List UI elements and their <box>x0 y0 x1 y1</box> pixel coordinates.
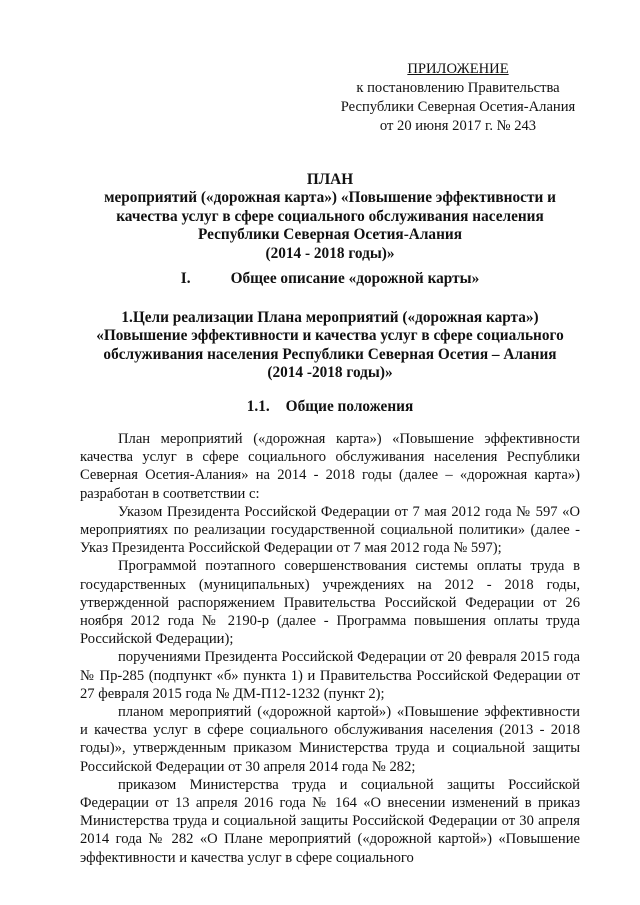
appendix-title: ПРИЛОЖЕНИЕ <box>407 61 509 77</box>
subsection-heading <box>80 398 580 416</box>
goals-line: «Повышение эффективности и качества услуг в сфере социального <box>96 327 564 345</box>
plan-subtitle-line: качества услуг в сфере социального обслуживания населения <box>116 207 544 225</box>
section-number: I. <box>180 270 191 287</box>
plan-title: ПЛАН <box>306 171 354 188</box>
goals-years: (2014 -2018 годы)» <box>267 364 393 382</box>
paragraph: Программой поэтапного совершенствования системы оплаты труда в государственных (муниципальных) учреждениях на 2012 - 2018 годы, утвержденной распоряжением Правительства Российской Федерации от 26 ноября 2012 года № 2190-р (далее - Программа повышения оплаты труда Российской Федерации); <box>80 558 580 648</box>
plan-subtitle-line: мероприятий («дорожная карта») «Повышение эффективности и <box>104 189 556 207</box>
goals-line: обслуживания населения Республики Северная Осетия – Алания <box>103 345 557 363</box>
goals-heading <box>80 309 580 383</box>
subsection-number: 1.1. <box>246 398 270 415</box>
body-text <box>80 430 580 867</box>
section-title: Общее описание «дорожной карты» <box>230 270 480 287</box>
paragraph: План мероприятий («дорожная карта») «Повышение эффективности качества услуг в сфере социального обслуживания населения Республики Северная Осетия-Алания» на 2014 - 2018 годы (далее – «дорожная карта») разработан в соответствии с: <box>80 431 580 502</box>
appendix-date-line: от 20 июня 2017 г. № 243 <box>379 118 537 134</box>
paragraph: поручениями Президента Российской Федерации от 20 февраля 2015 года № Пр-285 (подпункт «б» пункта 1) и Правительства Российской Федерации от 27 февраля 2015 года № ДМ-П12-1232 (пункт 2); <box>80 649 580 702</box>
paragraph: приказом Министерства труда и социальной защиты Российской Федерации от 13 апреля 2016 года № 164 «О внесении изменений в приказ Министерства труда и социальной защиты Российской Федерации от 30 апреля 2014 года № 282 «О Плане мероприятий («дорожной картой») «Повышение эффективности и качества услуг в сфере социального <box>80 776 580 866</box>
plan-years: (2014 - 2018 годы)» <box>265 244 395 262</box>
goals-line: 1.Цели реализации Плана мероприятий («дорожная карта») <box>121 309 539 326</box>
plan-subtitle-line: Республики Северная Осетия-Алания <box>198 226 462 244</box>
appendix-block <box>318 60 598 136</box>
section-heading <box>80 270 580 288</box>
paragraph: планом мероприятий («дорожной картой») «Повышение эффективности и качества услуг в сфере социального обслуживания населения (2013 - 2018 годы)», утвержденным приказом Министерства труда и социальной защиты Российской Федерации от 30 апреля 2014 года № 282; <box>80 704 580 775</box>
appendix-line: Республики Северная Осетия-Алания <box>340 99 576 115</box>
paragraph: Указом Президента Российской Федерации от 7 мая 2012 года № 597 «О мероприятиях по реализации государственной социальной политики» (далее - Указ Президента Российской Федерации от 7 мая 2012 года № 597); <box>80 503 580 557</box>
appendix-line: к постановлению Правительства <box>356 80 560 96</box>
subsection-title: Общие положения <box>285 398 414 415</box>
plan-heading <box>80 171 580 263</box>
